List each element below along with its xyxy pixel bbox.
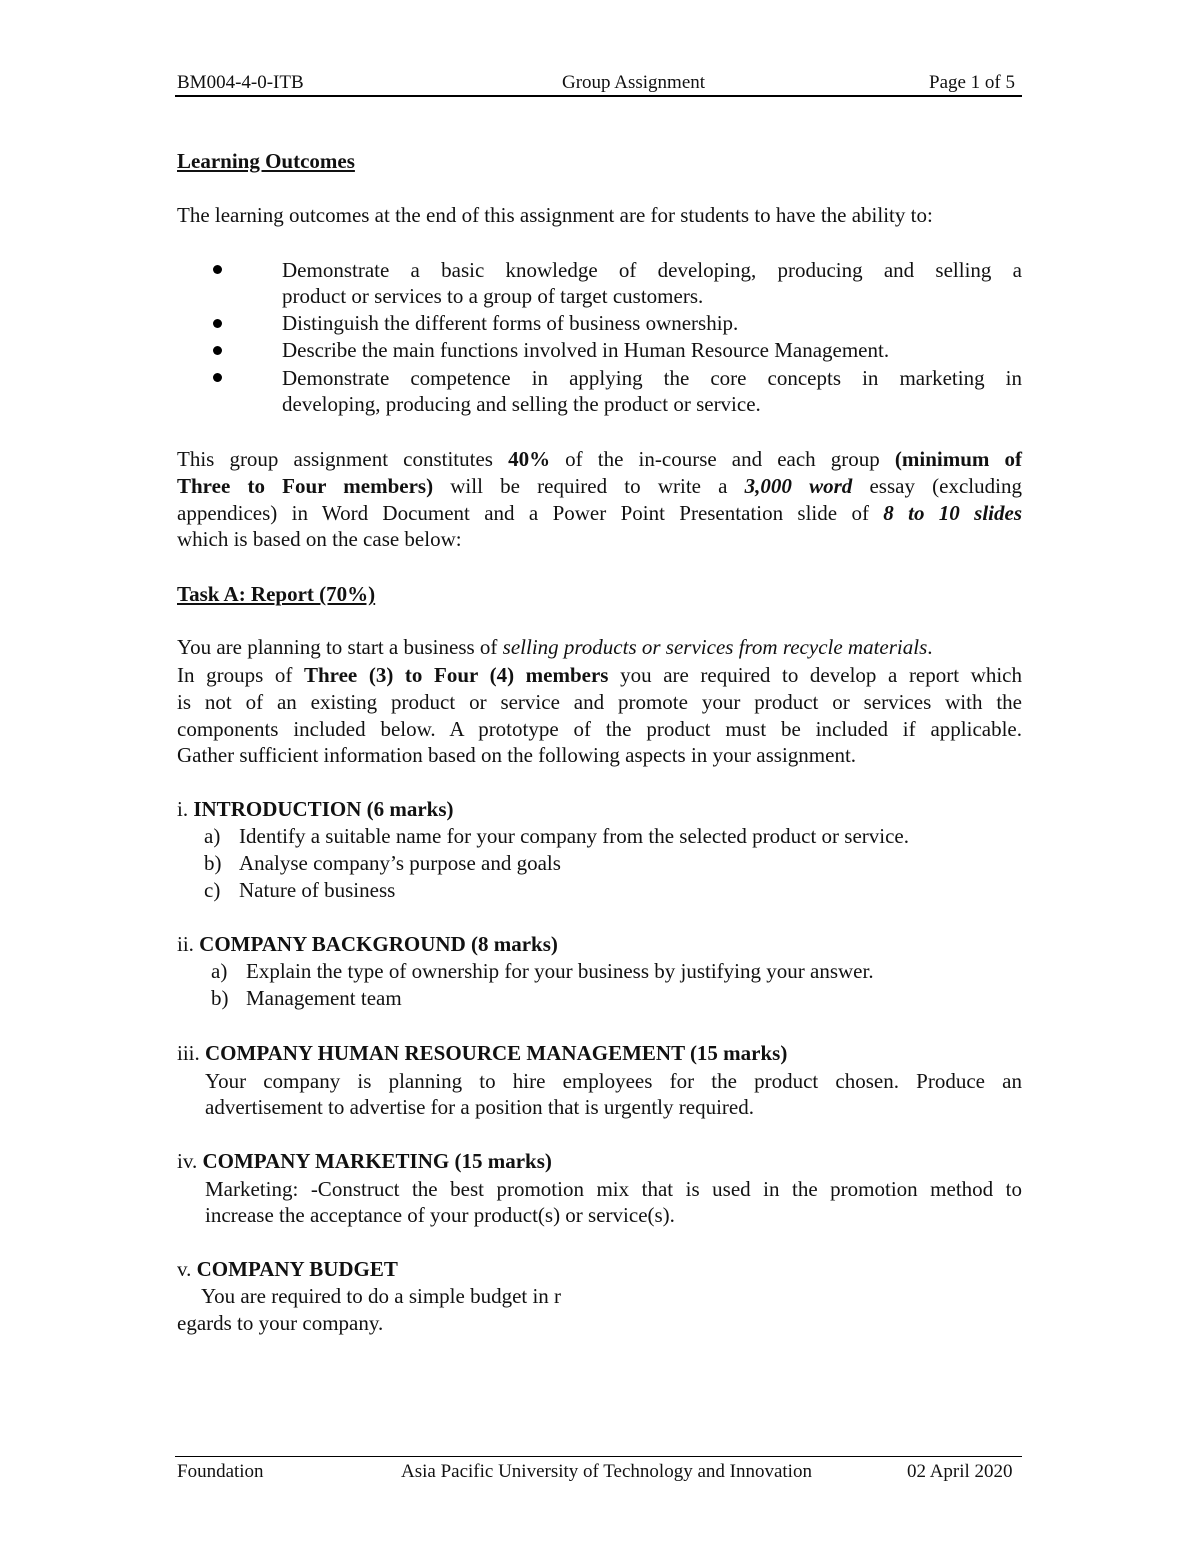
text-run: will be required to write a [433,474,745,498]
section-title: COMPANY HUMAN RESOURCE MANAGEMENT (15 marks) [205,1041,788,1065]
section-hrm-line1: Your company is planning to hire employees for the product chosen. Produce an [205,1069,1022,1093]
section-number: i. [177,797,194,821]
group-size-text: (minimum of [894,447,1022,471]
footer-level: Foundation [177,1461,264,1482]
section-title: INTRODUCTION (6 marks) [193,797,454,821]
text-run: . [927,635,933,659]
section-title: COMPANY BACKGROUND (8 marks) [199,932,558,956]
section-background-heading [177,932,558,957]
footer-date: 02 April 2020 [907,1461,1013,1482]
text-run: In groups of [177,663,304,687]
outcome-item-1-line1: Demonstrate a basic knowledge of developing, producing and selling a [282,258,1022,282]
group-size-text: Three (3) to Four (4) members [303,663,609,687]
bullet-icon [213,373,222,382]
task-a-line3: is not of an existing product or service and promote your product or services with the [177,690,1022,714]
group-size-text: Three to Four members) [177,474,434,498]
text-run: This group assignment constitutes [177,447,509,471]
footer-rule [175,1456,1022,1457]
header-page-number: Page 1 of 5 [929,72,1016,93]
section-number: v. [177,1257,197,1281]
weight-percentage: 40% [508,447,551,471]
list-label: b) [211,986,229,1010]
task-a-line5: Gather sufficient information based on the following aspects in your assignment. [177,743,857,767]
outcome-item-1-line2: product or services to a group of target customers. [282,284,704,308]
task-a-line1 [177,635,933,660]
section-marketing-line1: Marketing: -Construct the best promotion mix that is used in the promotion method to [205,1177,1022,1201]
section-hrm-line2: advertisement to advertise for a position that is urgently required. [205,1095,754,1119]
assignment-para-line3 [177,500,1022,527]
bullet-icon [213,346,222,355]
section-introduction-heading [177,797,454,822]
task-a-line4: components included below. A prototype of the product must be included if applicable. [177,717,1022,741]
list-item: Analyse company’s purpose and goals [239,851,561,875]
header-course-code: BM004-4-0-ITB [177,72,304,93]
header-rule [175,95,1022,97]
text-run: of the in-course and each group [550,447,895,471]
slide-count: 8 to 10 slides [883,501,1022,525]
section-title: COMPANY MARKETING (15 marks) [202,1149,552,1173]
header-title: Group Assignment [562,72,706,93]
assignment-para-line1 [177,446,1022,473]
section-hrm-heading [177,1041,787,1066]
learning-outcomes-intro: The learning outcomes at the end of this assignment are for students to have the ability to: [177,203,933,227]
business-theme: selling products or services from recycle materials [502,635,928,659]
text-run: appendices) in Word Document and a Power Point Presentation slide of [177,501,884,525]
list-label: b) [204,851,222,875]
bullet-icon [213,319,222,328]
word-count: 3,000 word [744,474,853,498]
outcome-item-2: Distinguish the different forms of business ownership. [282,311,739,335]
bullet-icon [213,265,222,274]
list-item: Explain the type of ownership for your business by justifying your answer. [246,959,874,983]
section-budget-line2: egards to your company. [177,1311,384,1335]
list-label: c) [204,878,221,902]
list-label: a) [211,959,228,983]
list-label: a) [204,824,221,848]
list-item: Nature of business [239,878,396,902]
task-a-line2 [177,662,1022,689]
learning-outcomes-heading: Learning Outcomes [177,149,355,173]
outcome-item-3: Describe the main functions involved in Human Resource Management. [282,338,890,362]
list-item: Identify a suitable name for your company from the selected product or service. [239,824,910,848]
section-marketing-line2: increase the acceptance of your product(s) or service(s). [205,1203,675,1227]
section-number: ii. [177,932,200,956]
text-run: essay (excluding [852,474,1022,498]
section-title: COMPANY BUDGET [196,1257,398,1281]
text-run: You are planning to start a business of [177,635,503,659]
assignment-para-line2 [177,473,1022,500]
outcome-item-4-line1: Demonstrate competence in applying the core concepts in marketing in [282,366,1022,390]
list-item: Management team [246,986,402,1010]
section-number: iii. [177,1041,206,1065]
footer-institution: Asia Pacific University of Technology and Innovation [401,1461,812,1482]
assignment-para-line4: which is based on the case below: [177,527,462,551]
section-budget-line1: You are required to do a simple budget in r [201,1284,562,1308]
section-budget-heading [177,1257,398,1282]
outcome-item-4-line2: developing, producing and selling the product or service. [282,392,761,416]
task-a-heading: Task A: Report (70%) [177,582,376,606]
section-number: iv. [177,1149,203,1173]
text-run: you are required to develop a report which [608,663,1023,687]
section-marketing-heading [177,1149,552,1174]
